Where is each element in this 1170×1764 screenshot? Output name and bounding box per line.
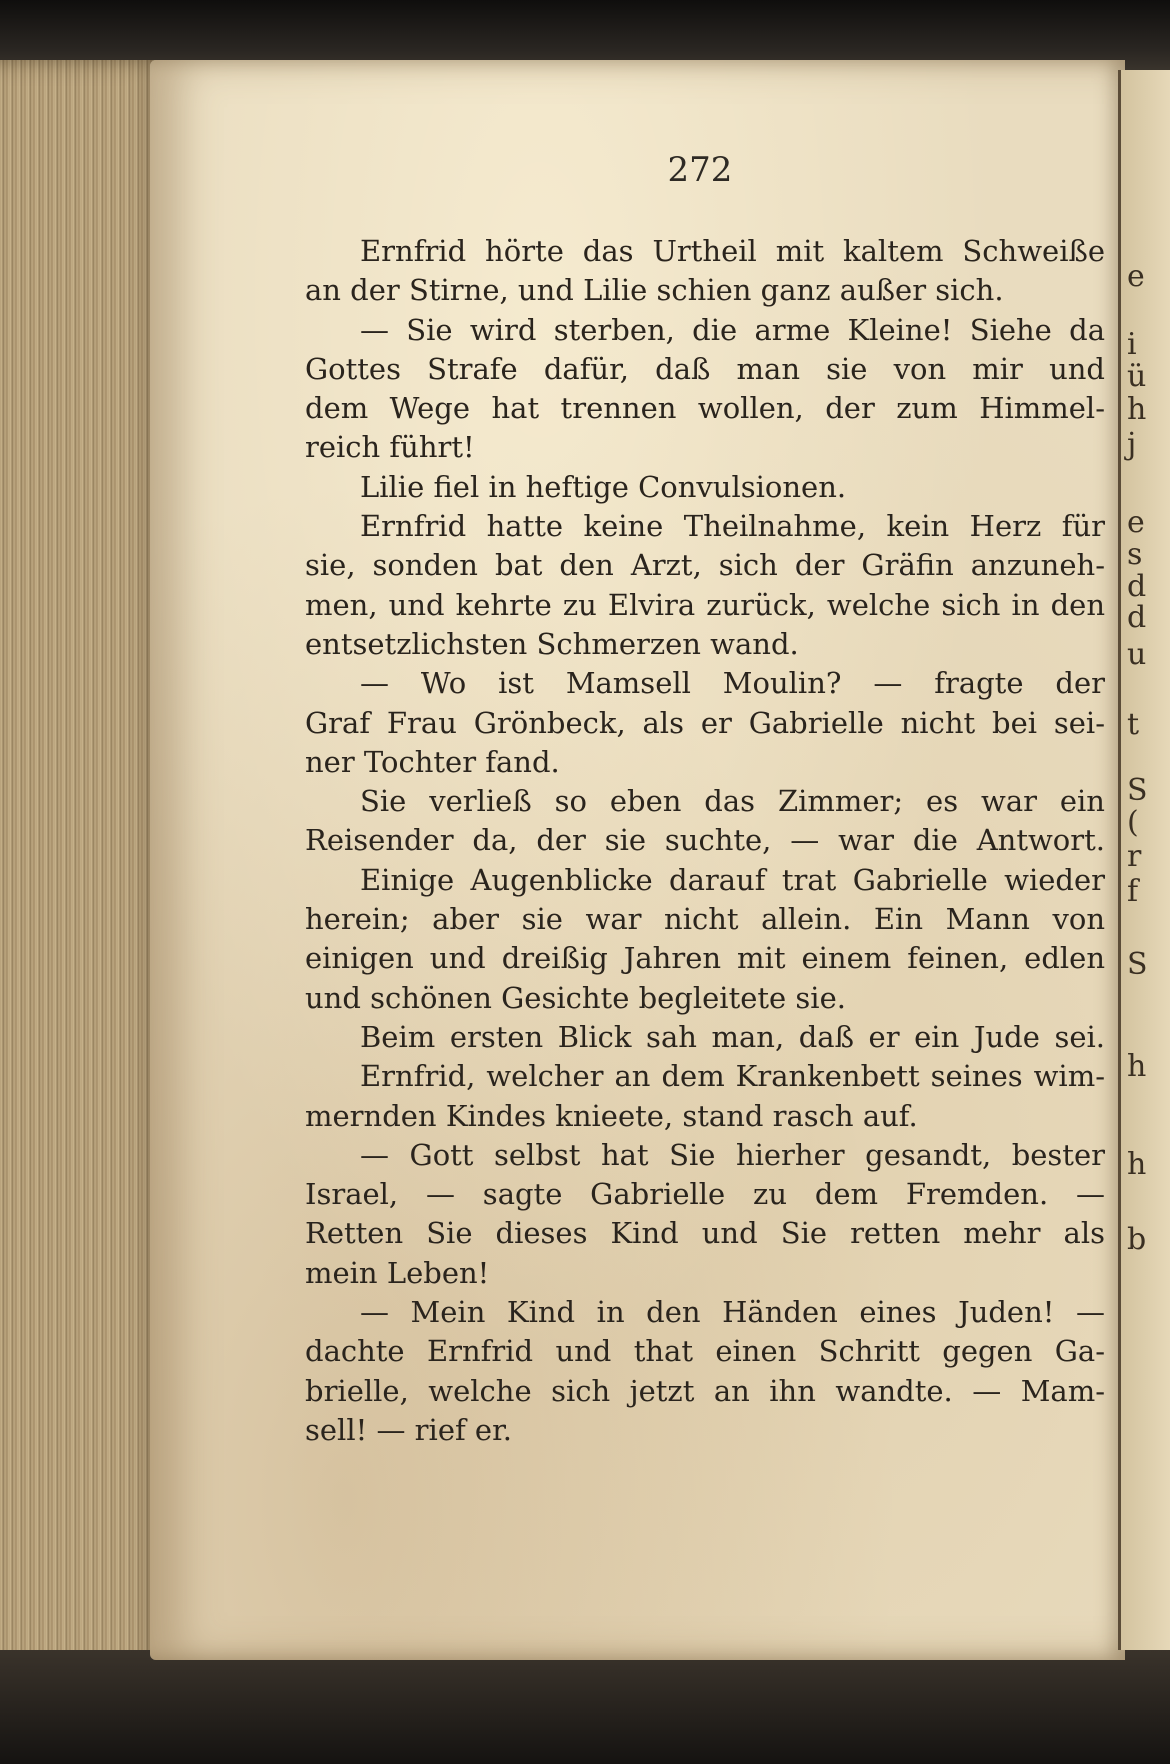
next-page-fragment: i [1127, 327, 1137, 362]
text-line: und schönen Gesichte begleitete sie. [305, 980, 846, 1015]
text-line: dem Wege hat trennen wollen, der zum Himmel- [305, 391, 1105, 426]
text-line: Sie verließ so eben das Zimmer; es war ein [360, 784, 1105, 819]
next-page-fragment: h [1127, 392, 1147, 427]
next-page-fragment: f [1127, 874, 1139, 909]
page-text [305, 232, 1105, 1450]
next-page-fragment: b [1127, 1222, 1147, 1257]
next-page-fragment: ü [1127, 359, 1147, 394]
page-number: 272 [667, 150, 733, 190]
next-page-fragment: S [1127, 947, 1148, 982]
next-page-fragment: t [1127, 707, 1140, 742]
text-line: Lilie fiel in heftige Convulsionen. [360, 469, 847, 504]
text-line: Beim ersten Blick sah man, daß er ein Jude sei. [360, 1019, 1105, 1054]
text-line: — Sie wird sterben, die arme Kleine! Siehe da [360, 312, 1105, 347]
next-page-fragment: s [1127, 537, 1143, 572]
next-page-fragment: h [1127, 1049, 1147, 1084]
text-line: Retten Sie dieses Kind und Sie retten mehr als [305, 1216, 1105, 1251]
next-page-fragment: e [1127, 259, 1145, 294]
text-line: entsetzlichsten Schmerzen wand. [305, 626, 799, 661]
next-page-fragment: ( [1127, 805, 1139, 840]
text-line: mernden Kindes knieete, stand rasch auf. [305, 1098, 918, 1133]
text-line: herein; aber sie war nicht allein. Ein Mann von [305, 902, 1105, 937]
text-line: Israel, — sagte Gabrielle zu dem Fremden. — [305, 1177, 1105, 1212]
text-line: — Gott selbst hat Sie hierher gesandt, bester [360, 1137, 1105, 1172]
text-line: Gottes Strafe dafür, daß man sie von mir und [305, 351, 1105, 386]
text-line: einigen und dreißig Jahren mit einem feinen, edlen [305, 941, 1105, 976]
text-line: Graf Frau Grönbeck, als er Gabrielle nicht bei sei- [305, 705, 1105, 740]
next-page-fragment: h [1127, 1147, 1147, 1182]
text-line: reich führt! [305, 430, 475, 465]
text-line: ner Tochter fand. [305, 744, 560, 779]
text-line: dachte Ernfrid und that einen Schritt gegen Ga- [305, 1334, 1105, 1369]
text-line: Ernfrid, welcher an dem Krankenbett seines wim- [360, 1059, 1105, 1094]
text-line: — Mein Kind in den Händen eines Juden! — [360, 1295, 1105, 1330]
text-line: men, und kehrte zu Elvira zurück, welche sich in den [305, 587, 1105, 622]
text-line: sie, sonden bat den Arzt, sich der Gräfin anzuneh- [305, 548, 1105, 583]
text-line: — Wo ist Mamsell Moulin? — fragte der [360, 666, 1105, 701]
text-line: brielle, welche sich jetzt an ihn wandte. — Mam- [305, 1373, 1105, 1408]
text-line: sell! — rief er. [305, 1412, 512, 1447]
next-page-fragment: d [1127, 600, 1147, 635]
text-line: Reisender da, der sie suchte, — war die Antwort. [305, 823, 1105, 858]
book-bottom-edge [0, 1650, 1170, 1764]
next-page-fragment: r [1127, 839, 1142, 874]
next-page-fragment: j [1127, 427, 1137, 462]
next-page-sliver [1121, 70, 1170, 1650]
text-line: mein Leben! [305, 1255, 490, 1290]
text-line: Ernfrid hatte keine Theilnahme, kein Herz für [360, 509, 1105, 544]
next-page-fragment: d [1127, 569, 1147, 604]
next-page-fragment: e [1127, 505, 1145, 540]
text-line: an der Stirne, und Lilie schien ganz außer sich. [305, 273, 1004, 308]
page-edges [0, 60, 170, 1680]
text-line: Ernfrid hörte das Urtheil mit kaltem Schweiße [360, 234, 1105, 268]
next-page-fragment: u [1127, 637, 1147, 672]
text-line: Einige Augenblicke darauf trat Gabrielle wieder [360, 862, 1105, 897]
next-page-fragment: S [1127, 773, 1148, 808]
